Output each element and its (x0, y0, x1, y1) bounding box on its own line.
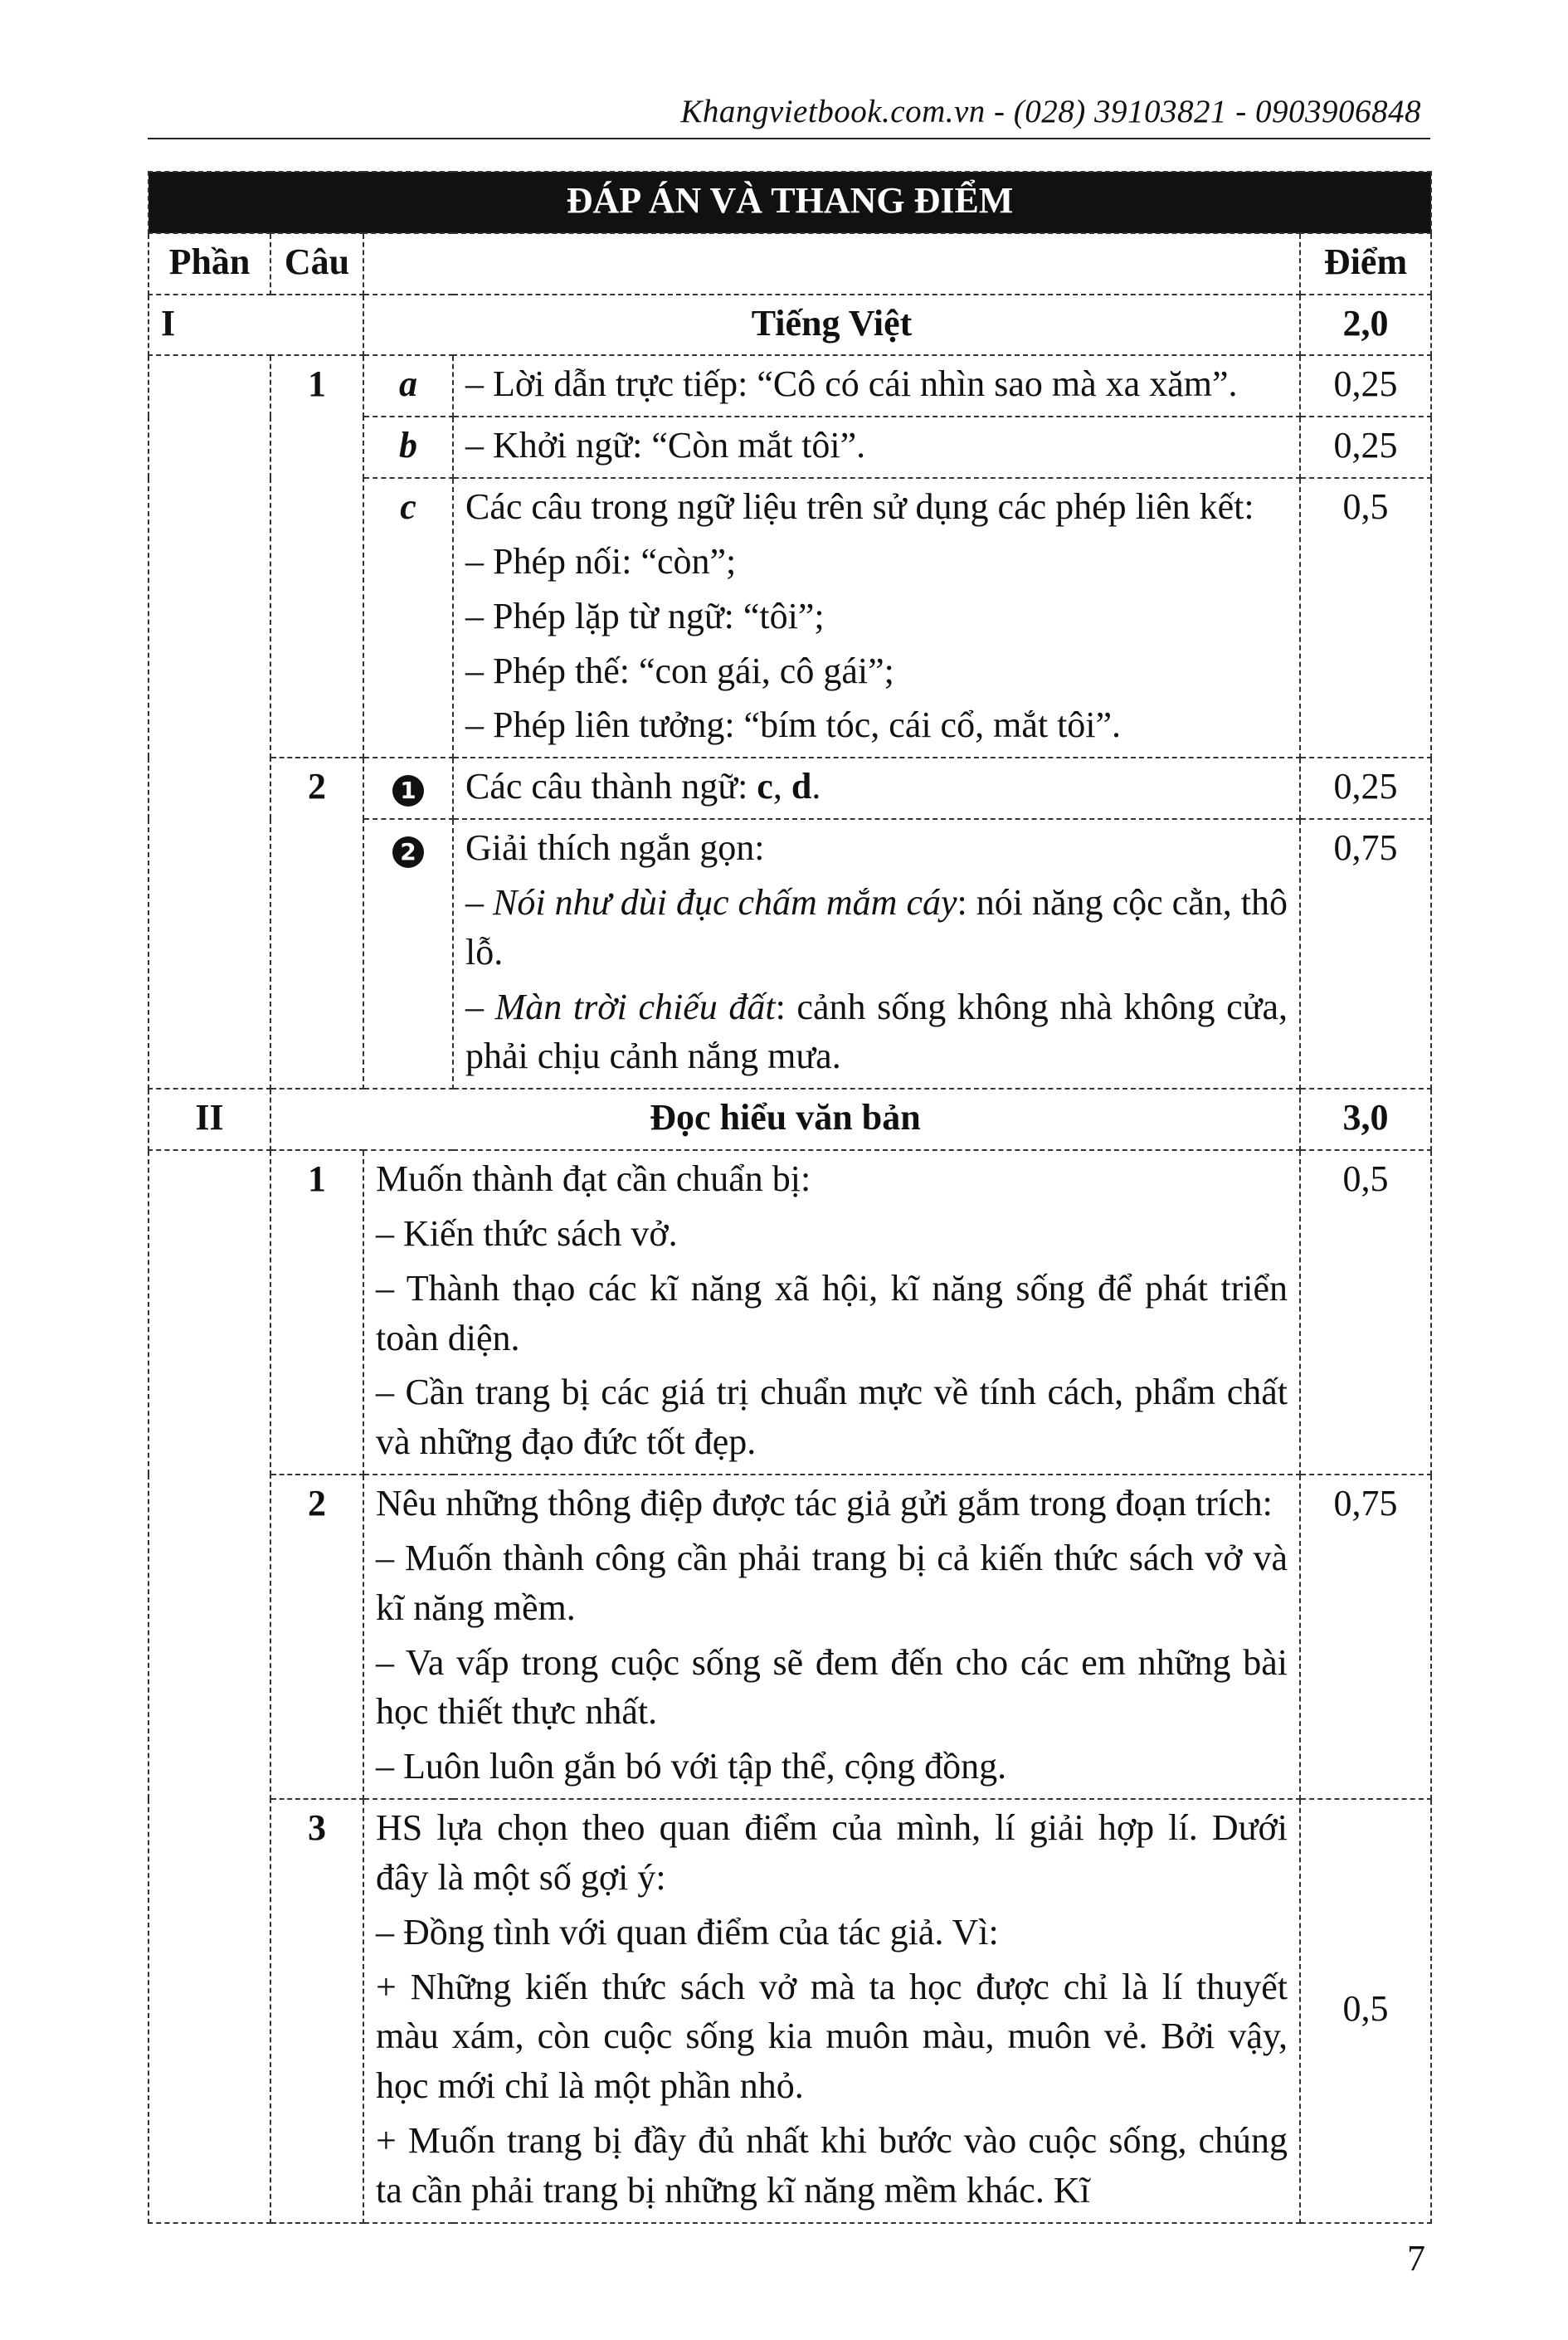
q2-sub2-item: – Nói như dùi đục chấm mắm cáy: nói năng cộc cằn, thô lỗ. (465, 881, 1288, 973)
q1a-text: – Lời dẫn trực tiếp: “Cô có cái nhìn sao mà xa xăm”. (453, 355, 1300, 417)
q1b-label: b (363, 417, 453, 478)
col-header-blank (363, 233, 1300, 295)
p2-q2-line: – Va vấp trong cuộc sống sẽ đem đến cho các em những bài học thiết thực nhất. (376, 1641, 1288, 1733)
part-2-label: II (149, 1089, 270, 1150)
part-1-label: I (149, 295, 363, 356)
q1-number: 1 (270, 355, 363, 758)
q2-sub2-marker (363, 819, 453, 1089)
p2-q3-line: HS lựa chọn theo quan điểm của mình, lí giải hợp lí. Dưới đây là một số gợi ý: (376, 1807, 1288, 1898)
p2-q1-line: – Cần trang bị các giá trị chuẩn mực về tính cách, phẩm chất và những đạo đức tốt đẹp. (376, 1372, 1288, 1463)
p2-q2-line: – Muốn thành công cần phải trang bị cả kiến thức sách vở và kĩ năng mềm. (376, 1537, 1288, 1628)
col-header-diem: Điểm (1300, 233, 1431, 295)
q1c-line: – Phép thế: “con gái, cô gái”; (465, 650, 894, 691)
col-header-phan: Phần (149, 233, 270, 295)
q2-sub2-intro: Giải thích ngắn gọn: (465, 827, 765, 869)
p2-q2-line: – Luôn luôn gắn bó với tập thể, cộng đồng. (376, 1746, 1007, 1787)
q1c-label: c (363, 478, 453, 758)
q1a-label: a (363, 355, 453, 417)
p2-q1-line: – Thành thạo các kĩ năng xã hội, kĩ năng sống để phát triển toàn diện. (376, 1267, 1288, 1358)
part-1-score: 2,0 (1300, 295, 1431, 356)
part-1-heading: Tiếng Việt (363, 295, 1300, 356)
q1a-score: 0,25 (1300, 355, 1431, 417)
part-2-score: 3,0 (1300, 1089, 1431, 1150)
p2-q3-line: + Muốn trang bị đầy đủ nhất khi bước vào cuộc sống, chúng ta cần phải trang bị những kĩ năng mềm khác. Kĩ (376, 2119, 1288, 2211)
p2-q2-number: 2 (270, 1475, 363, 1799)
p2-q2-line: Nêu những thông điệp được tác giả gửi gắm trong đoạn trích: (376, 1483, 1273, 1524)
q2-sub2-score: 0,75 (1300, 819, 1431, 1089)
answer-table (148, 171, 1432, 2224)
q1c-line: – Phép nối: “còn”; (465, 540, 737, 582)
p2-q1-score: 0,5 (1300, 1150, 1431, 1475)
circled-number-icon: 2 (392, 836, 424, 868)
q2-sub1-text: Các câu thành ngữ: c, d. (453, 758, 1300, 819)
p2-q3-score: 0,5 (1300, 1799, 1431, 2223)
col-header-cau: Câu (270, 233, 363, 295)
p2-q1-text (363, 1150, 1300, 1475)
q1b-text: – Khởi ngữ: “Còn mắt tôi”. (453, 417, 1300, 478)
page-number: 7 (1407, 2238, 1425, 2279)
part-2-spacer (149, 1150, 270, 2223)
q2-sub1-marker (363, 758, 453, 819)
p2-q3-line: + Những kiến thức sách vở mà ta học được chỉ là lí thuyết màu xám, còn cuộc sống kia muôn màu, muôn vẻ. Bởi vậy, học mới chỉ là một phần nhỏ. (376, 1966, 1288, 2107)
p2-q2-score: 0,75 (1300, 1475, 1431, 1799)
q1c-line: Các câu trong ngữ liệu trên sử dụng các phép liên kết: (465, 486, 1254, 528)
part-2-heading: Đọc hiểu văn bản (270, 1089, 1300, 1150)
q2-sub2-text (453, 819, 1300, 1089)
circled-number-icon: 1 (392, 775, 424, 807)
q1c-score: 0,5 (1300, 478, 1431, 758)
q1b-score: 0,25 (1300, 417, 1431, 478)
p2-q3-text (363, 1799, 1300, 2223)
q2-sub2-item: – Màn trời chiếu đất: cảnh sống không nhà không cửa, phải chịu cảnh nắng mưa. (465, 986, 1288, 1077)
q1c-line: – Phép liên tưởng: “bím tóc, cái cổ, mắt tôi”. (465, 704, 1122, 746)
p2-q2-text (363, 1475, 1300, 1799)
q2-number: 2 (270, 758, 363, 1089)
publisher-header: Khangvietbook.com.vn - (028) 39103821 - 0903906848 (680, 94, 1421, 129)
header-rule (148, 138, 1430, 139)
p2-q1-number: 1 (270, 1150, 363, 1475)
p2-q3-number: 3 (270, 1799, 363, 2223)
p2-q3-line: – Đồng tình với quan điểm của tác giả. Vì: (376, 1911, 999, 1952)
p2-q1-line: – Kiến thức sách vở. (376, 1212, 678, 1254)
part-1-spacer (149, 355, 270, 1089)
q1c-text (453, 478, 1300, 758)
p2-q1-line: Muốn thành đạt cần chuẩn bị: (376, 1158, 811, 1200)
q2-sub1-score: 0,25 (1300, 758, 1431, 819)
table-title: ĐÁP ÁN VÀ THANG ĐIỂM (149, 172, 1431, 233)
q1c-line: – Phép lặp từ ngữ: “tôi”; (465, 595, 825, 636)
